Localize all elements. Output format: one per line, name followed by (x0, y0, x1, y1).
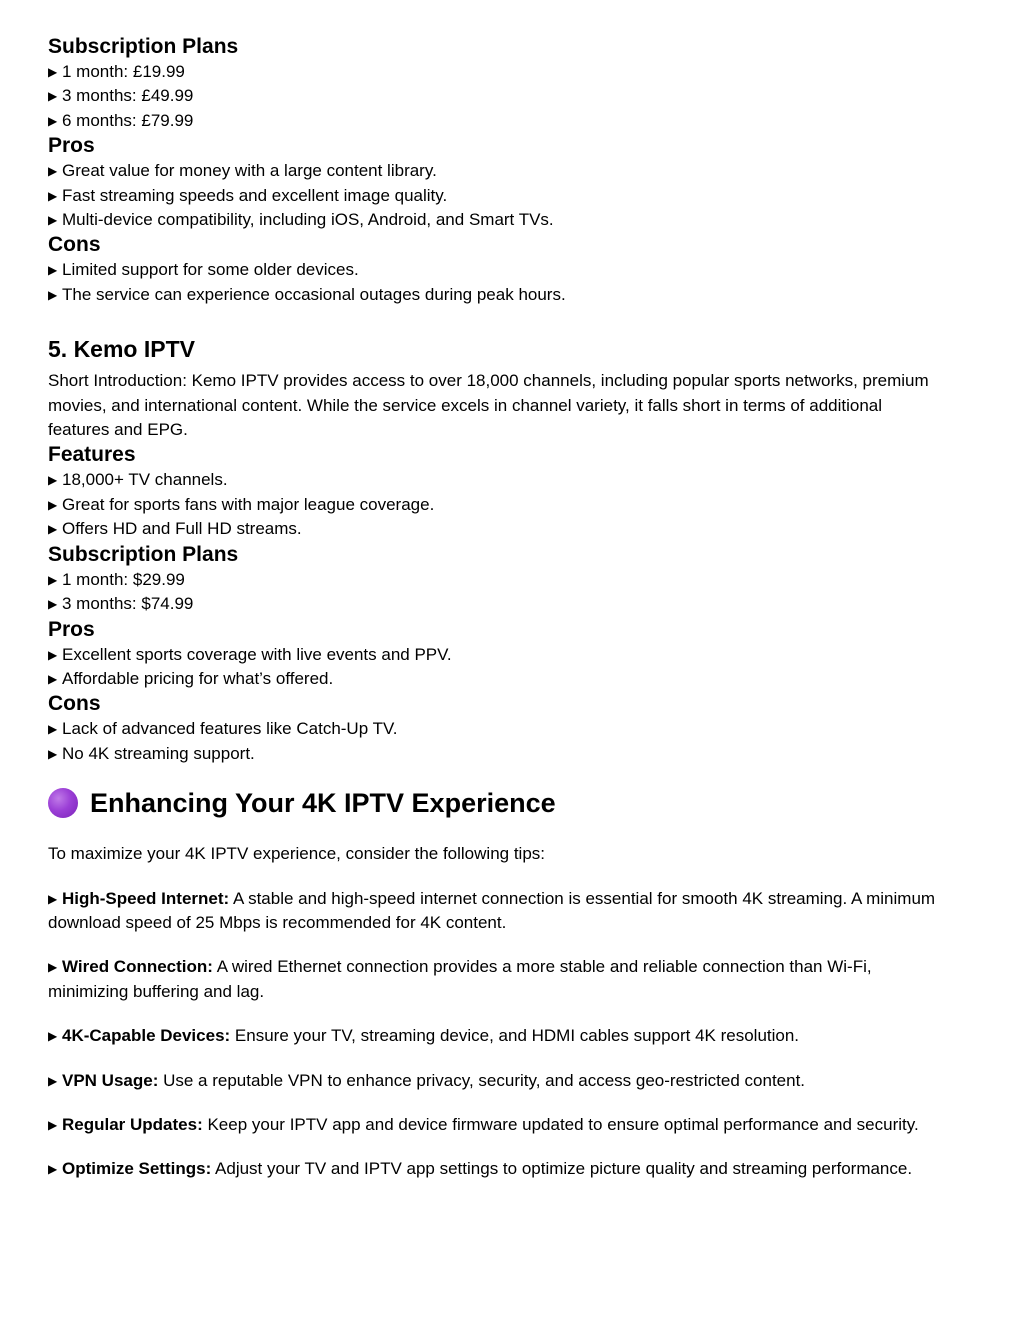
tip-label: 4K-Capable Devices: (62, 1026, 231, 1046)
triangle-bullet-icon: ▶ (48, 1117, 58, 1132)
triangle-bullet-icon: ▶ (48, 671, 58, 686)
subscription-plans-heading: Subscription Plans (48, 542, 239, 566)
tip-label: VPN Usage: (62, 1070, 159, 1090)
list-item: ▶ Multi-device compatibility, including iOS, Android, and Smart TVs. (48, 208, 948, 232)
subscription-plans-heading: Subscription Plans (48, 35, 239, 58)
tip-label: Optimize Settings: (62, 1159, 212, 1179)
triangle-bullet-icon: ▶ (48, 647, 58, 662)
triangle-bullet-icon: ▶ (48, 597, 58, 612)
list-item: ▶ 1 month: $29.99 (48, 568, 948, 592)
triangle-bullet-icon: ▶ (48, 213, 58, 228)
features-heading: Features (48, 443, 136, 467)
list-item: ▶ 1 month: £19.99 (48, 60, 948, 84)
triangle-bullet-icon: ▶ (48, 960, 58, 975)
pros-heading: Pros (48, 134, 95, 158)
enhancing-intro: To maximize your 4K IPTV experience, consider the following tips: (48, 844, 546, 864)
cons-heading: Cons (48, 692, 101, 716)
tip-item: ▶ VPN Usage: Use a reputable VPN to enhance privacy, security, and access geo-restricted content. (48, 1069, 948, 1093)
triangle-bullet-icon: ▶ (48, 188, 58, 203)
tip-item: ▶ 4K-Capable Devices: Ensure your TV, streaming device, and HDMI cables support 4K resolution. (48, 1024, 948, 1048)
list-item: ▶ 6 months: £79.99 (48, 109, 948, 133)
triangle-bullet-icon: ▶ (48, 497, 58, 512)
triangle-bullet-icon: ▶ (48, 722, 58, 737)
document-page (48, 34, 948, 1182)
tip-label: Wired Connection: (62, 957, 213, 977)
kemo-iptv-title: 5. Kemo IPTV (48, 336, 195, 363)
pros-heading: Pros (48, 617, 95, 641)
triangle-bullet-icon: ▶ (48, 891, 58, 906)
triangle-bullet-icon: ▶ (48, 263, 58, 278)
tip-item: ▶ Regular Updates: Keep your IPTV app and device firmware updated to ensure optimal performance and security. (48, 1113, 948, 1137)
triangle-bullet-icon: ▶ (48, 113, 58, 128)
list-item: ▶ No 4K streaming support. (48, 742, 948, 766)
triangle-bullet-icon: ▶ (48, 1162, 58, 1177)
list-item: ▶ Limited support for some older devices. (48, 258, 948, 282)
triangle-bullet-icon: ▶ (48, 89, 58, 104)
list-item: ▶ Excellent sports coverage with live events and PPV. (48, 643, 948, 667)
triangle-bullet-icon: ▶ (48, 1029, 58, 1044)
triangle-bullet-icon: ▶ (48, 1073, 58, 1088)
list-item: ▶ Offers HD and Full HD streams. (48, 517, 948, 541)
tip-item: ▶ Wired Connection: A wired Ethernet connection provides a more stable and reliable connection than Wi-Fi, minimizing buffering and lag. (48, 957, 872, 1001)
list-item: ▶ Fast streaming speeds and excellent image quality. (48, 184, 948, 208)
list-item: ▶ 18,000+ TV channels. (48, 468, 948, 492)
triangle-bullet-icon: ▶ (48, 287, 58, 302)
list-item: ▶ Great value for money with a large content library. (48, 159, 948, 183)
triangle-bullet-icon: ▶ (48, 65, 58, 79)
list-item: ▶ Lack of advanced features like Catch-Up TV. (48, 717, 948, 741)
triangle-bullet-icon: ▶ (48, 572, 58, 587)
triangle-bullet-icon: ▶ (48, 164, 58, 179)
triangle-bullet-icon: ▶ (48, 473, 58, 488)
list-item: ▶ 3 months: $74.99 (48, 592, 948, 616)
purple-circle-icon (48, 788, 78, 818)
triangle-bullet-icon: ▶ (48, 522, 58, 537)
enhancing-section-title: Enhancing Your 4K IPTV Experience (48, 786, 948, 820)
kemo-intro-paragraph: Short Introduction: Kemo IPTV provides access to over 18,000 channels, including popular sports networks, premium movies, and international content. While the service excels in channel variety, it falls short in terms of additional features and EPG. (48, 371, 929, 440)
list-item: ▶ 3 months: £49.99 (48, 84, 948, 108)
list-item: ▶ Great for sports fans with major league coverage. (48, 493, 948, 517)
tip-item: ▶ Optimize Settings: Adjust your TV and IPTV app settings to optimize picture quality and streaming performance. (48, 1157, 948, 1181)
tip-item: ▶ High-Speed Internet: A stable and high-speed internet connection is essential for smooth 4K streaming. A minimum download speed of 25 Mbps is recommended for 4K content. (48, 888, 936, 932)
tip-label: Regular Updates: (62, 1114, 203, 1134)
list-item: ▶ Affordable pricing for what’s offered. (48, 667, 948, 691)
cons-heading: Cons (48, 233, 101, 257)
triangle-bullet-icon: ▶ (48, 746, 58, 761)
tip-label: High-Speed Internet: (62, 888, 230, 908)
list-item: ▶ The service can experience occasional outages during peak hours. (48, 283, 948, 307)
